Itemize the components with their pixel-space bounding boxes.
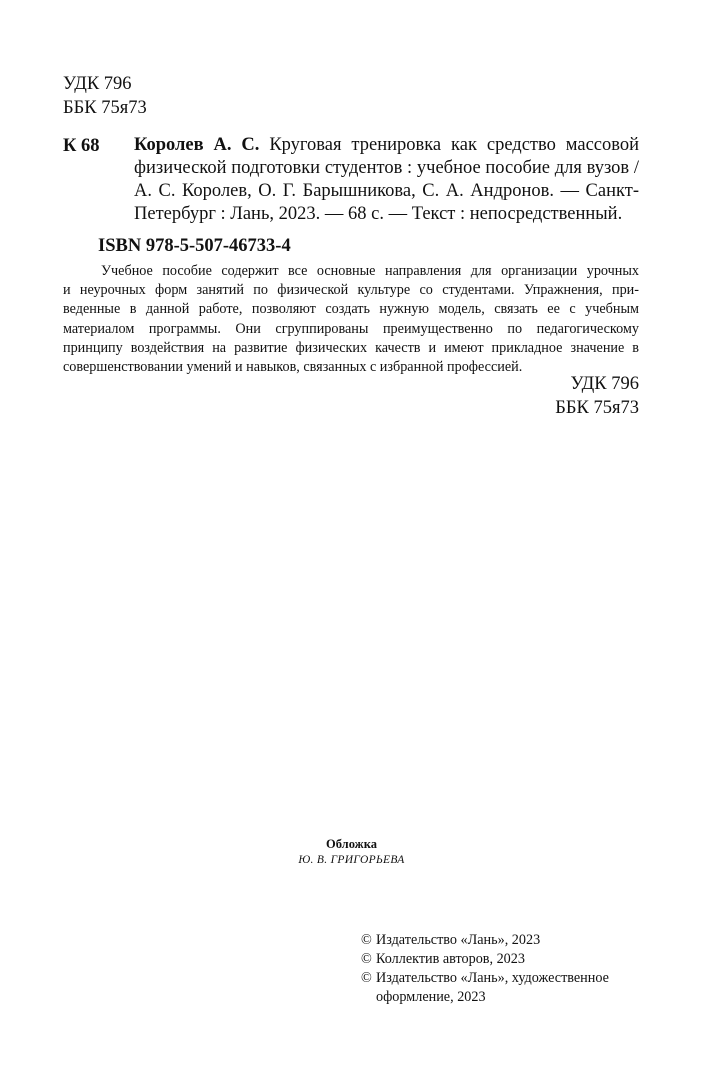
annotation-line: и неурочных форм занятий по физической культуре со студентами. Упражнения, при- [63,282,639,299]
annotation-line: Учебное пособие содержит все основные направления для организации урочных [101,263,639,279]
entry-line-4: Петербург : Лань, 2023. — 68 с. — Текст : непосредственный. [134,204,623,224]
copyright-line [361,969,609,988]
author-mark: К 68 [63,136,100,156]
bbk-code: ББК 75я73 [63,98,147,118]
annotation-line: совершенствовании умений и навыков, связанных с избранной профессией. [63,359,523,376]
annotation [63,262,639,377]
entry-author: Королев А. С. [134,135,260,155]
udk-code: УДК 796 [63,74,132,94]
isbn: ISBN 978-5-507-46733-4 [98,236,291,256]
bibliographic-entry [134,134,639,226]
udk-bbk-top [63,72,147,120]
entry-line-2: физической подготовки студентов : учебное пособие для вузов / [134,158,639,178]
entry-line-3: А. С. Королев, О. Г. Барышникова, С. А. Андронов. — Санкт- [134,181,639,201]
bbk-code: ББК 75я73 [555,398,639,418]
copyright-line [361,950,609,969]
copyright-symbol: © [361,951,372,967]
udk-bbk-bottom [555,372,639,420]
cover-designer: Ю. В. ГРИГОРЬЕВА [298,854,405,866]
annotation-line: веденные в данной работе, позволяют создать нужную модель, связать ее с учебным [63,301,639,318]
udk-code: УДК 796 [570,374,639,394]
copyright-block [361,931,609,1007]
copyright-symbol: © [361,932,372,948]
annotation-line: принципу воздействия на развитие физических качеств и имеют прикладное значение в [63,339,639,356]
entry-title: Круговая тренировка как средство массовой [269,135,639,155]
entry-line-1 [134,134,639,157]
copyright-text: Коллектив авторов, 2023 [376,951,525,967]
cover-label: Обложка [326,837,377,851]
annotation-line: материалом программы. Они сгруппированы преимущественно по педагогическому [63,320,639,337]
copyright-text: Издательство «Лань», 2023 [376,932,541,948]
copyright-line [361,931,609,950]
copyright-text: Издательство «Лань», художественное [376,970,609,986]
copyright-continuation: оформление, 2023 [376,989,486,1005]
copyright-symbol: © [361,970,372,986]
